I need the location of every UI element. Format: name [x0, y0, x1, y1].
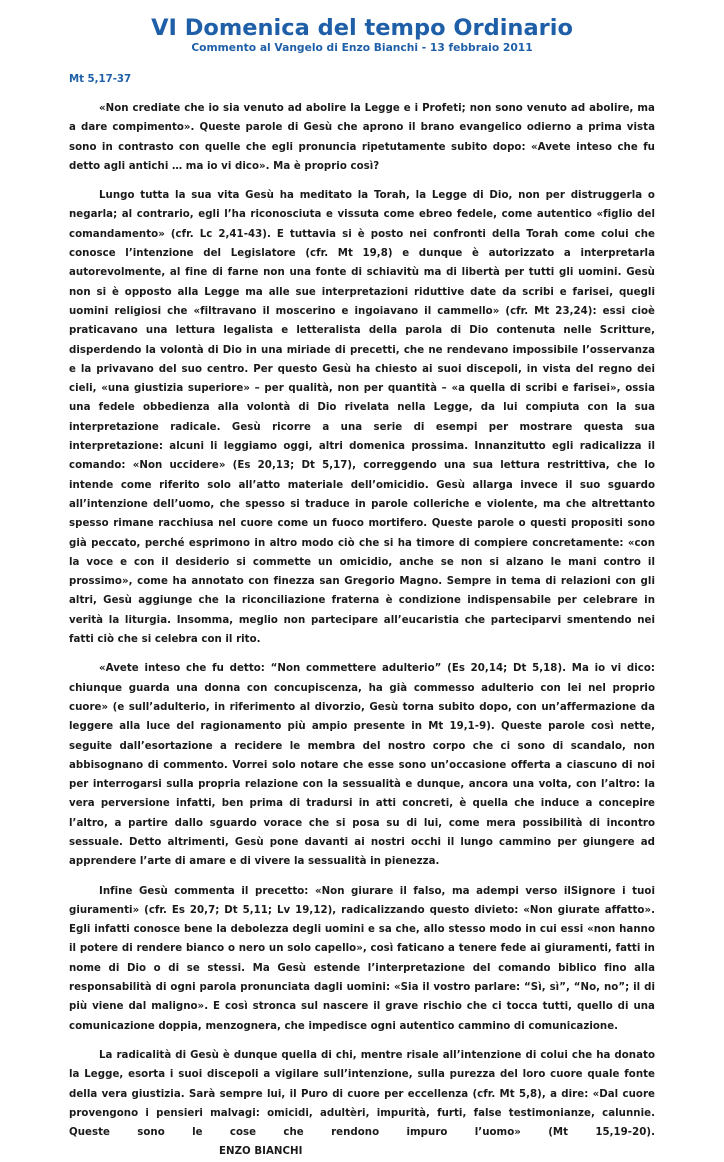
paragraph-text: La radicalità di Gesù è dunque quella di chi, mentre risale all’intenzione di colui che ha donato la Legge, esorta i suoi discepoli a vigilare sull’intenzione, sulla purezza del loro cuore quale fonte della vera giustizia. Sarà sempre lui, il Puro di cuore per eccellenza (cfr. Mt 5,8), a dire: «Dal cuore provengono i pensieri malvagi: omicidi, adultèri, impurità, furti, false testimonianze, calunnie. Queste sono le cose che rendono impuro l’uomo» (Mt 15,19-20). [69, 1049, 655, 1139]
author-signature: ENZO BIANCHI [219, 1146, 303, 1158]
document-subtitle: Commento al Vangelo di Enzo Bianchi - 13 febbraio 2011 [191, 41, 533, 54]
last-paragraph [69, 1046, 655, 1162]
paragraph: Lungo tutta la sua vita Gesù ha meditato la Torah, la Legge di Dio, non per distruggerla o negarla; al contrario, egli l’ha riconosciuta e vissuta come ebreo fedele, come autentico «figlio del comandamento» (cfr. Lc 2,41-43). E tuttavia si è posto nei confronti della Torah come colui che conosce l’intenzione del Legislatore (cfr. Mt 19,8) e dunque è autorizzato a interpretarla autorevolmente, al fine di farne non una fonte di schiavitù ma di libertà per tutti gli uomini. Gesù non si è opposto alla Legge ma alle sue interpretazioni riduttive date da scribi e farisei, quegli uomini religiosi che «filtravano il moscerino e ingoiavano il cammello» (cfr. Mt 23,24): essi cioè praticavano una lettura legalista e letteralista della parola di Dio contenuta nelle Scritture, disperdendo la volontà di Dio in una miriade di precetti, che ne rendevano impossibile l’osservanza e la privavano del suo centro. Per questo Gesù ha chiesto ai suoi discepoli, in vista del regno dei cieli, «una giustizia superiore» – per qualità, non per quantità – «a quella di scribi e farisei», ossia una fedele obbedienza alla volontà di Dio rivelata nella Legge, da lui compiuta con la sua interpretazione radicale. Gesù ricorre a una serie di esempi per mostrare questa sua interpretazione: alcuni li leggiamo oggi, altri domenica prossima. Innanzitutto egli radicalizza il comando: «Non uccidere» (Es 20,13; Dt 5,17), correggendo una sua lettura restrittiva, che lo intende come riferito solo all’atto materiale dell’omicidio. Gesù allarga invece il suo sguardo all’intenzione dell’uomo, che spesso si traduce in parole colleriche e violente, ma che altrettanto spesso rimane racchiusa nel cuore come un fuoco mortifero. Queste parole o questi propositi sono già peccato, perché esprimono in altro modo ciò che si ha timore di compiere concretamente: «con la voce e con il desiderio si commette un omicidio, anche se non si alzano le mani contro il prossimo», come ha annotato con finezza san Gregorio Magno. Sempre in tema di relazioni con gli altri, Gesù aggiunge che la riconciliazione fraterna è condizione indispensabile per celebrare in verità la liturgia. Insomma, meglio non partecipare all’eucaristia che parteciparvi smentendo nei fatti ciò che si celebra con il rito. [69, 190, 655, 646]
commentary-body [69, 99, 655, 1162]
paragraph: «Avete inteso che fu detto: “Non commettere adulterio” (Es 20,14; Dt 5,18). Ma io vi dico: chiunque guarda una donna con concupiscenza, ha già commesso adulterio con lei nel proprio cuore» (e sull’adulterio, in riferimento al divorzio, Gesù torna subito dopo, con un’affermazione da leggere alla luce del ragionamento più ampio presente in Mt 19,1-9). Queste parole così nette, seguite dall’esortazione a recidere le membra del nostro corpo che ci sono di scandalo, non abbisognano di commento. Vorrei solo notare che esse sono un’occasione offerta a ciascuno di noi per interrogarsi sulla propria relazione con la sessualità e dunque, ancora una volta, con l’altro: la vera perversione infatti, ben prima di tradursi in atti concreti, è quella che induce a concepire l’altro, a partire dallo sguardo vorace che si posa su di lui, come mera possibilità di incontro sessuale. Detto altrimenti, Gesù pone davanti ai nostri occhi il lungo cammino per giungere ad apprendere l’arte di amare e di vivere la sessualità in pienezza. [69, 663, 655, 868]
gospel-reference: Mt 5,17-37 [69, 74, 132, 85]
paragraph: «Non crediate che io sia venuto ad abolire la Legge e i Profeti; non sono venuto ad abolire, ma a dare compimento». Queste parole di Gesù che aprono il brano evangelico odierno a prima vista sono in contrasto con quelle che egli pronuncia ripetutamente subito dopo: «Avete inteso che fu detto agli antichi … ma io vi dico». Ma è proprio così? [69, 103, 655, 172]
document-title: VI Domenica del tempo Ordinario [151, 15, 573, 41]
paragraph: Infine Gesù commenta il precetto: «Non giurare il falso, ma adempi verso ilSignore i tuoi giuramenti» (cfr. Es 20,7; Dt 5,11; Lv 19,12), radicalizzando questo divieto: «Non giurate affatto». Egli infatti conosce bene la debolezza degli uomini e sa che, allo stesso modo in cui essi «non hanno il potere di rendere bianco o nero un solo capello», così faticano a tenere fede ai giuramenti, fatti in nome di Dio o di se stessi. Ma Gesù estende l’interpretazione del comando biblico fino alla responsabilità di ogni parola pronunciata dagli uomini: «Sia il vostro parlare: “Sì, sì”, “No, no”; il di più viene dal maligno». E così stronca sul nascere il grave rischio che ci tocca tutti, quello di una comunicazione doppia, menzognera, che impedisce ogni autentico cammino di comunicazione. [69, 885, 655, 1032]
